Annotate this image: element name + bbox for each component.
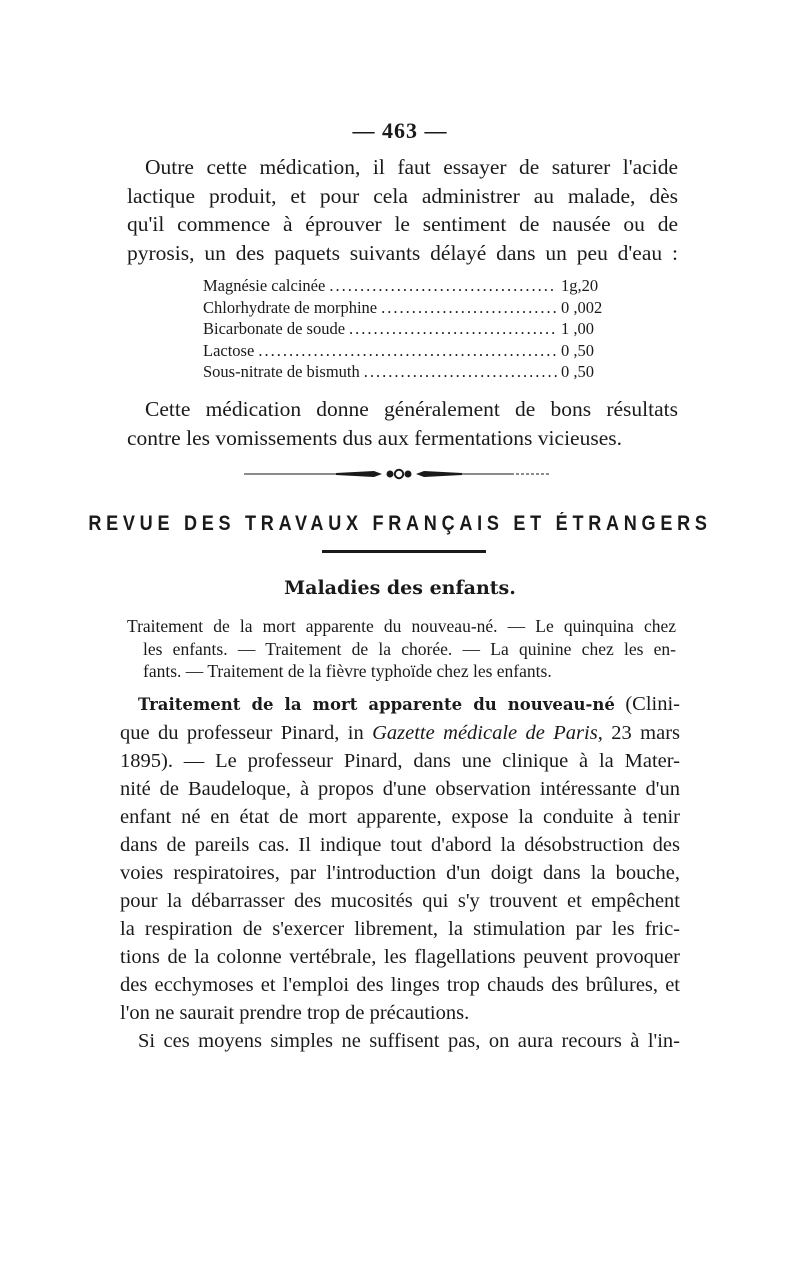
article-lead-title: Traitement de la mort apparente du nouveau-né (138, 695, 615, 714)
article-body (120, 690, 680, 1055)
article-first-line (120, 690, 680, 719)
summary-line: fants. — Traitement de la fièvre typhoïde chez les enfants. (143, 661, 552, 681)
ingredient-name: Bicarbonate de soude (203, 319, 346, 338)
prescription-row (203, 297, 613, 319)
title-underline-rule (322, 550, 486, 553)
article-line: des ecchymoses et l'emploi des linges trop chauds des brûlures, et (120, 974, 680, 996)
summary-line: les enfants. — Traitement de la chorée. — La quinine chez les en- (143, 638, 676, 659)
ingredient-quantity: 0 ,002 (561, 297, 603, 317)
article-line: 1895). — Le professeur Pinard, dans une clinique à la Mater- (120, 750, 680, 772)
ingredient-quantity: 0 ,50 (561, 340, 594, 360)
page-number: — 463 — (352, 118, 448, 143)
ingredient-name: Chlorhydrate de morphine (203, 297, 378, 317)
article-line: tions de la colonne vertébrale, les flagellations peuvent provoquer (120, 946, 680, 968)
article-line: nité de Baudeloque, à propos d'une observation intéressante d'un (120, 778, 680, 800)
article-line: la respiration de s'exercer librement, la stimulation par les fric- (120, 918, 680, 940)
article-line: voies respiratoires, par l'introduction d'un doigt dans la bouche, (120, 862, 680, 884)
article-line: l'on ne saurait prendre trop de précautions. (120, 1002, 470, 1024)
journal-title: Gazette médicale de Paris (372, 722, 598, 744)
ingredient-quantity: 1 ,00 (561, 319, 594, 338)
text-line: contre les vomissements dus aux fermentations vicieuses. (127, 425, 622, 450)
text-line: qu'il commence à éprouver le sentiment de nausée ou de (127, 212, 678, 236)
ingredient-quantity: 0 ,50 (561, 362, 594, 381)
article-text: , 23 mars (597, 722, 681, 744)
dot-leader (349, 318, 557, 340)
text-line: Cette médication donne généralement de bons résultats (145, 397, 678, 421)
decorative-divider-ornament (244, 466, 554, 482)
dot-leader (364, 361, 557, 383)
section-subtitle: Maladies des enfants. (284, 577, 516, 599)
article-text: (Clini- (614, 693, 680, 715)
ingredient-name: Sous-nitrate de bismuth (203, 362, 360, 381)
intro-paragraph (127, 153, 678, 267)
ingredient-name: Lactose (203, 340, 255, 360)
article-text: que du professeur Pinard, in (120, 722, 373, 744)
dot-leader (329, 275, 557, 297)
ingredient-quantity: 1g,20 (561, 276, 599, 295)
article-line: pour la débarrasser des mucosités qui s'y trouvent et empêchent (120, 890, 680, 912)
dot-leader (381, 297, 557, 319)
article-citation-line (120, 719, 680, 747)
text-line: Outre cette médication, il faut essayer de saturer l'acide (145, 155, 678, 179)
section-summary (127, 615, 676, 683)
text-line: pyrosis, un des paquets suivants délayé dans un peu d'eau : (127, 240, 678, 265)
summary-line: Traitement de la mort apparente du nouveau-né. — Le quinquina chez (127, 616, 676, 636)
prescription-row (203, 361, 613, 383)
dot-leader (258, 340, 557, 362)
prescription-row (203, 318, 613, 340)
closing-paragraph (127, 395, 678, 452)
prescription-table (203, 275, 613, 383)
ingredient-name: Magnésie calcinée (203, 276, 326, 295)
section-title: REVUE DES TRAVAUX FRANÇAIS ET ÉTRANGERS (88, 512, 712, 535)
text-line: lactique produit, et pour cela administrer au malade, dès (127, 183, 678, 208)
prescription-row (203, 275, 613, 297)
prescription-row (203, 340, 613, 362)
article-next-paragraph: Si ces moyens simples ne suffisent pas, on aura recours à l'in- (138, 1030, 680, 1052)
article-line: dans de pareils cas. Il indique tout d'abord la désobstruction des (120, 834, 680, 856)
article-line: enfant né en état de mort apparente, expose la conduite à tenir (120, 806, 680, 828)
